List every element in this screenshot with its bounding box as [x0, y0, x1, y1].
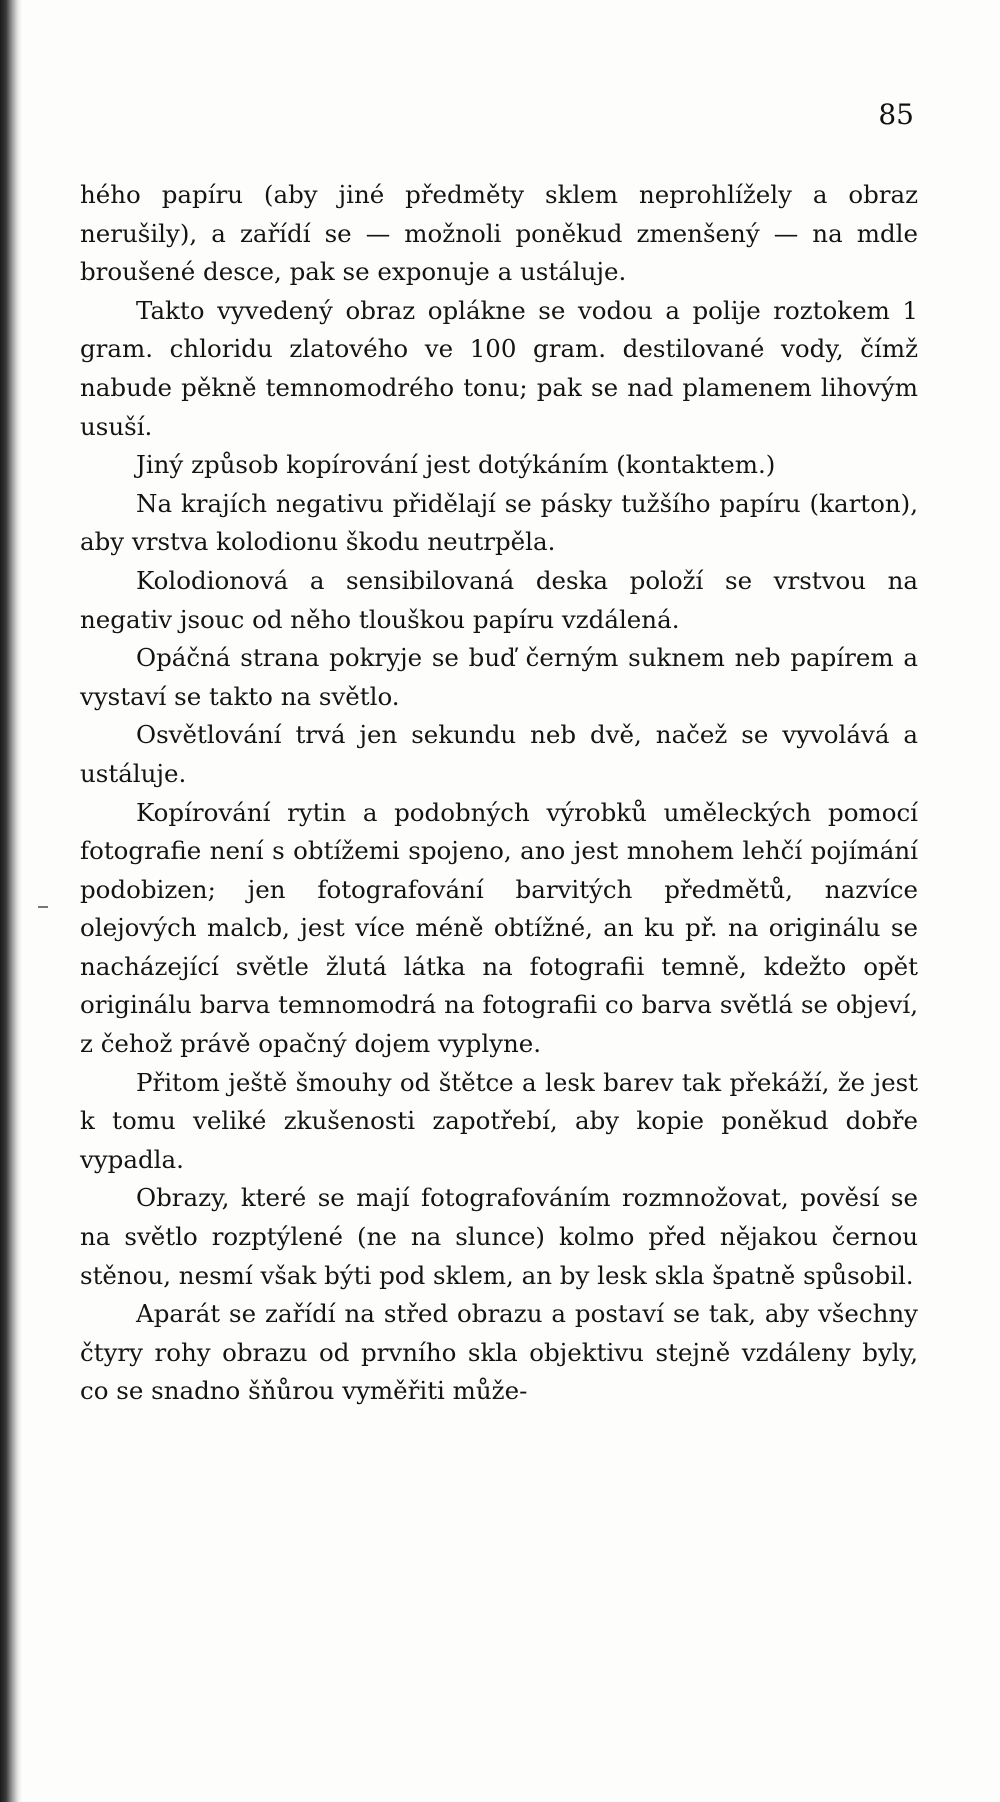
body-text [80, 176, 918, 1411]
paragraph-4: Na krajích negativu přidělají se pásky tužšího papíru (karton), aby vrstva kolodionu škodu neutrpěla. [80, 488, 918, 557]
binding-shadow [0, 0, 22, 1802]
paragraph-1: hého papíru (aby jiné předměty sklem neprohlížely a obraz nerušily), a zařídí se — možnoli poněkud zmenšený — na mdle broušené desce, pak se exponuje a ustáluje. [80, 180, 918, 287]
margin-mark [38, 906, 48, 908]
page-number: 85 [878, 98, 914, 131]
paragraph-2: Takto vyvedený obraz oplákne se vodou a polije roztokem 1 gram. chloridu zlatového ve 100 gram. destilované vody, čímž nabude pěkně temnomodrého tonu; pak se nad plamenem lihovým usuší. [80, 295, 918, 441]
paragraph-10: Obrazy, které se mají fotografováním rozmnožovat, pověsí se na světlo rozptýlené (ne na slunce) kolmo před nějakou černou stěnou, nesmí však býti pod sklem, an by lesk skla špatně spůsobil. [80, 1183, 918, 1290]
paragraph-9: Přitom ještě šmouhy od štětce a lesk barev tak překáží, že jest k tomu veliké zkušenosti zapotřebí, aby kopie poněkud dobře vypadla. [80, 1067, 918, 1174]
paragraph-3: Jiný způsob kopírování jest dotýkáním (kontaktem.) [136, 450, 776, 480]
paragraph-8: Kopírování rytin a podobných výrobků uměleckých pomocí fotografie není s obtížemi spojeno, ano jest mnohem lehčí pojímání podobizen; jen fotografování barvitých předmětů, nazvíce olejových malcb, jest více méně obtížné, an ku př. na originálu se nacházející světle žlutá látka na fotografii temně, kdežto opět originálu barva temnomodrá na fotografii co barva světlá se objeví, z čehož právě opačný dojem vyplyne. [80, 797, 918, 1059]
paragraph-7: Osvětlování trvá jen sekundu neb dvě, načež se vyvolává a ustáluje. [80, 720, 918, 788]
paragraph-6: Opáčná strana pokryje se buď černým suknem neb papírem a vystaví se takto na světlo. [80, 643, 918, 711]
paragraph-11: Aparát se zařídí na střed obrazu a postaví se tak, aby všechny čtyry rohy obrazu od prvního skla objektivu stejně vzdáleny byly, co se snadno šňůrou vyměřiti může- [80, 1299, 918, 1406]
paragraph-5: Kolodionová a sensibilovaná deska položí se vrstvou na negativ jsouc od něho tlouškou papíru vzdálená. [80, 565, 918, 634]
